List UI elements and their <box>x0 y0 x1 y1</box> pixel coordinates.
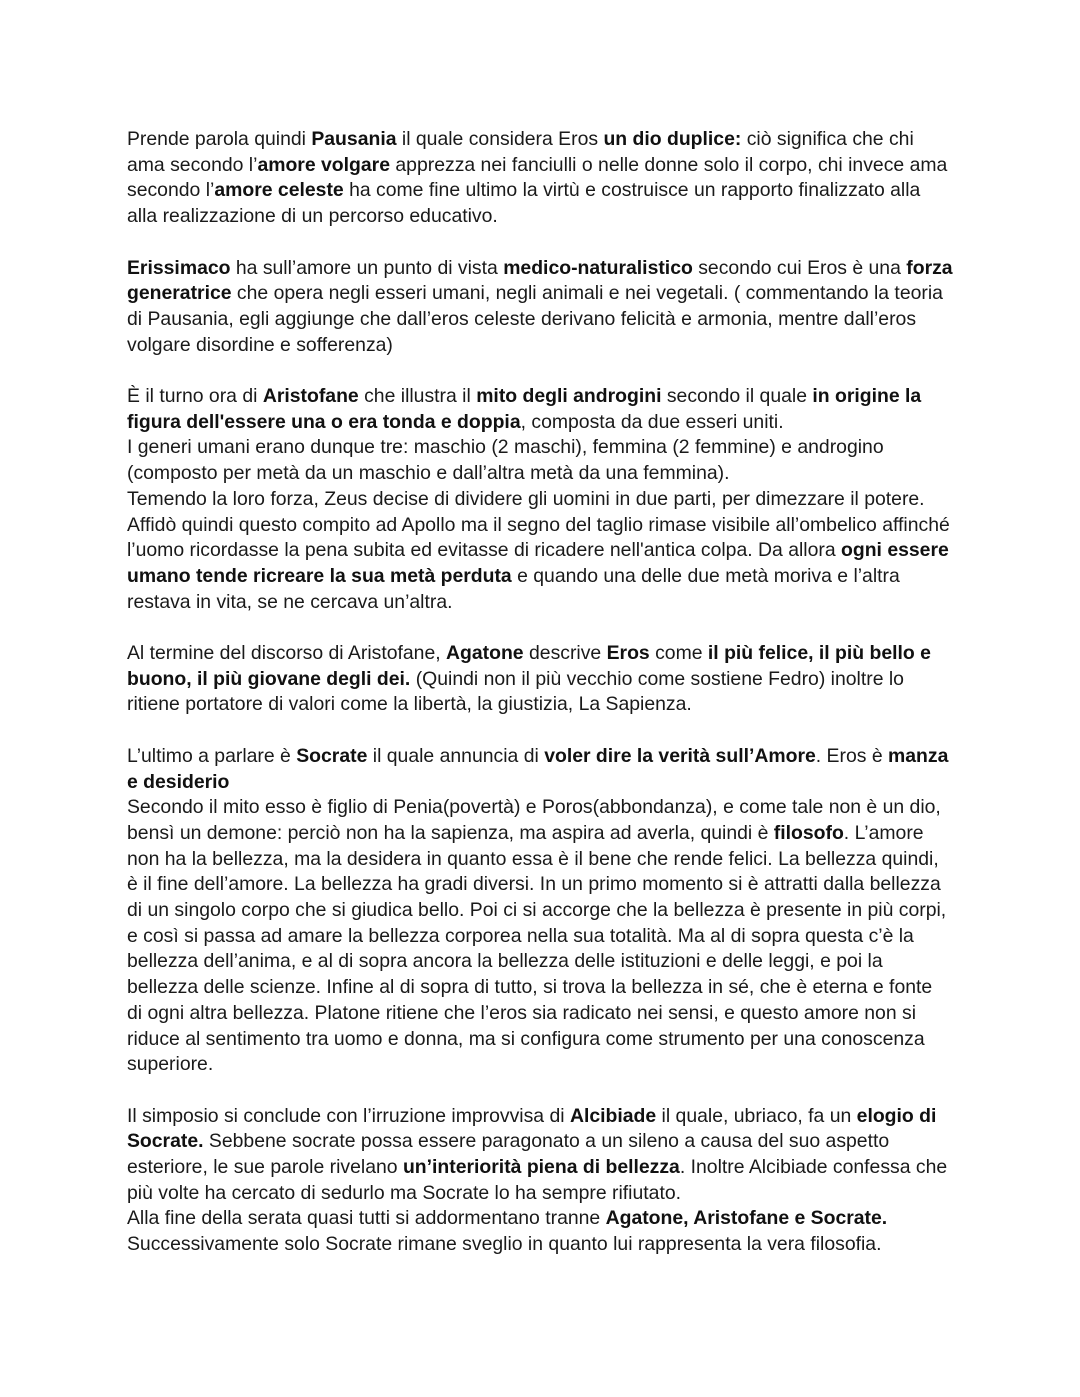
bold-text: figura dell'essere una o era tonda e doppia <box>127 410 521 433</box>
bold-text: Agatone <box>446 642 524 665</box>
text-span: , composta da due esseri uniti. <box>520 410 784 433</box>
text-span: . L’amore <box>843 821 924 844</box>
paragraph <box>127 1104 957 1258</box>
text-span: Alla fine della serata quasi tutti si addormentano tranne <box>127 1207 606 1230</box>
text-span: secondo il quale <box>661 385 813 407</box>
text-line <box>127 1232 957 1258</box>
text-line <box>127 898 957 924</box>
text-line <box>127 692 957 718</box>
bold-text: filosofo <box>773 821 844 844</box>
text-span: come <box>649 642 708 665</box>
text-span: l’uomo ricordasse la pena subita ed evitasse di ricadere nell'antica colpa. Da allora <box>127 539 842 562</box>
text-line <box>127 949 957 975</box>
text-span: restava in vita, se ne cercava un’altra. <box>127 590 453 613</box>
text-line <box>127 564 957 590</box>
text-line <box>127 153 957 179</box>
text-line <box>127 795 957 821</box>
bold-text: medico-naturalistico <box>503 256 693 279</box>
paragraph <box>127 256 957 359</box>
text-span: Successivamente solo Socrate rimane sveglio in quanto lui rappresenta la vera filosofia. <box>127 1233 882 1256</box>
text-line <box>127 384 957 410</box>
text-span: Secondo il mito esso è figlio di Penia(povertà) e Poros(abbondanza), e come tale non è un dio, <box>127 796 941 819</box>
text-span: secondo cui Eros è una <box>692 256 907 279</box>
bold-text: Pausania <box>311 128 397 150</box>
bold-text: umano tende ricreare la sua metà perduta <box>127 564 512 587</box>
bold-text: elogio di <box>856 1104 937 1127</box>
text-span: È il turno ora di <box>127 385 263 407</box>
text-span: di ogni altra bellezza. Platone ritiene che l’eros sia radicato nei sensi, e questo amore non si <box>127 1001 917 1024</box>
text-span: (composto per metà da un maschio e dall’altra metà da una femmina). <box>127 462 730 485</box>
document-page <box>127 127 957 1284</box>
text-span: e quando una delle due metà moriva e l’altra <box>511 564 900 587</box>
bold-text: Erissimaco <box>127 256 231 279</box>
text-span: (Quindi non il più vecchio come sostiene Fedro) inoltre lo <box>410 667 904 690</box>
text-line <box>127 641 957 667</box>
text-line <box>127 744 957 770</box>
paragraph <box>127 127 957 230</box>
text-span: . Eros è <box>815 744 888 767</box>
text-line <box>127 1052 957 1078</box>
text-line <box>127 256 957 282</box>
paragraph <box>127 641 957 718</box>
bold-text: un’interiorità piena di bellezza <box>402 1156 680 1179</box>
text-line <box>127 1129 957 1155</box>
text-line <box>127 667 957 693</box>
text-span: ritiene portatore di valori come la libertà, la giustizia, La Sapienza. <box>127 693 692 716</box>
text-span: secondo l’ <box>127 179 215 202</box>
text-span: I generi umani erano dunque tre: maschio (2 maschi), femmina (2 femmine) e androgino <box>127 436 884 459</box>
text-span: Temendo la loro forza, Zeus decise di dividere gli uomini in due parti, per dimezzare il potere. <box>127 487 925 510</box>
bold-text: e desiderio <box>127 770 230 793</box>
text-span: Al termine del discorso di Aristofane, <box>127 642 447 665</box>
text-line <box>127 1181 957 1207</box>
text-line <box>127 513 957 539</box>
text-span: descrive <box>523 642 607 665</box>
text-span: riduce al sentimento tra uomo e donna, ma si configura come strumento per una conoscenza <box>127 1027 925 1050</box>
text-line <box>127 307 957 333</box>
text-span: e così si passa ad amare la bellezza corporea nella sua totalità. Ma al di sopra questa c’è la <box>127 924 914 947</box>
text-line <box>127 1155 957 1181</box>
text-span: bellezza dell’anima, e al di sopra ancora la bellezza delle istituzioni e delle leggi, e poi la <box>127 950 883 973</box>
text-span: il quale, ubriaco, fa un <box>656 1104 857 1127</box>
text-span: apprezza nei fanciulli o nelle donne solo il corpo, chi invece ama <box>390 153 948 176</box>
text-span: volgare disordine e sofferenza) <box>127 333 393 356</box>
text-line <box>127 924 957 950</box>
text-span: Prende parola quindi <box>127 128 312 150</box>
text-span: bensì un demone: perciò non ha la sapienza, ma aspira ad averla, quindi è <box>127 821 774 844</box>
bold-text: voler dire la verità sull’Amore <box>544 744 816 767</box>
text-line <box>127 1104 957 1130</box>
text-line <box>127 410 957 436</box>
text-line <box>127 178 957 204</box>
text-span: ha sull’amore un punto di vista <box>230 256 504 279</box>
bold-text: Eros <box>606 642 650 665</box>
bold-text: amore volgare <box>257 153 391 176</box>
text-span: ama secondo l’ <box>127 153 258 176</box>
text-span: non ha la bellezza, ma la desidera in quanto essa è il bene che rende felici. La bellezza quindi, <box>127 847 939 870</box>
bold-text: Socrate <box>296 744 368 767</box>
bold-text: forza <box>906 256 953 279</box>
text-line <box>127 204 957 230</box>
text-line <box>127 435 957 461</box>
text-line <box>127 127 957 153</box>
text-span: ha come fine ultimo la virtù e costruisce un rapporto finalizzato alla <box>343 179 921 202</box>
paragraph <box>127 744 957 1078</box>
text-span: Affidò quindi questo compito ad Apollo ma il segno del taglio rimase visibile all’ombelico affinché <box>127 513 950 536</box>
text-line <box>127 975 957 1001</box>
bold-text: un dio duplice: <box>603 128 742 150</box>
text-span: è il fine dell’amore. La bellezza ha gradi diversi. In un primo momento si è attratti dalla bellezza <box>127 873 941 896</box>
bold-text: manza <box>888 744 949 767</box>
text-span: alla realizzazione di un percorso educativo. <box>127 205 498 228</box>
text-span: L’ultimo a parlare è <box>127 744 297 767</box>
bold-text: Alcibiade <box>569 1104 657 1127</box>
text-span: che opera negli esseri umani, negli animali e nei vegetali. ( commentando la teoria <box>231 282 943 305</box>
text-span: bellezza delle scienze. Infine al di sopra di tutto, si trova la bellezza in sé, che è eterna e fonte <box>127 976 933 999</box>
text-span: Sebbene socrate possa essere paragonato a un sileno a causa del suo aspetto <box>203 1130 890 1153</box>
text-line <box>127 847 957 873</box>
text-line <box>127 333 957 359</box>
text-span: di un singolo corpo che si giudica bello. Poi ci si accorge che la bellezza è presente in più corpi, <box>127 899 947 922</box>
text-line <box>127 461 957 487</box>
text-span: . Inoltre Alcibiade confessa che <box>679 1156 948 1179</box>
text-span: più volte ha cercato di sedurlo ma Socrate lo ha sempre rifiutato. <box>127 1181 681 1204</box>
text-line <box>127 1027 957 1053</box>
text-line <box>127 1206 957 1232</box>
text-line <box>127 538 957 564</box>
text-line <box>127 487 957 513</box>
text-span: esteriore, le sue parole rivelano <box>127 1156 403 1179</box>
text-span: ciò significa che chi <box>741 128 914 150</box>
bold-text: Socrate. <box>127 1130 204 1153</box>
text-line <box>127 770 957 796</box>
bold-text: ogni essere <box>841 539 949 562</box>
text-span: il quale annuncia di <box>367 744 545 767</box>
text-line <box>127 281 957 307</box>
text-span: che illustra il <box>358 385 477 407</box>
bold-text: mito degli androgini <box>476 385 662 407</box>
text-span: il quale considera Eros <box>396 128 604 150</box>
paragraph <box>127 384 957 615</box>
text-line <box>127 1001 957 1027</box>
bold-text: amore celeste <box>214 179 344 202</box>
bold-text: Aristofane <box>262 385 359 407</box>
text-line <box>127 821 957 847</box>
text-span: Il simposio si conclude con l’irruzione improvvisa di <box>127 1104 570 1127</box>
bold-text: in origine la <box>812 385 922 407</box>
bold-text: Agatone, Aristofane e Socrate. <box>605 1207 888 1230</box>
text-line <box>127 872 957 898</box>
bold-text: buono, il più giovane degli dei. <box>127 667 411 690</box>
text-span: superiore. <box>127 1053 214 1076</box>
text-line <box>127 590 957 616</box>
text-span: di Pausania, egli aggiunge che dall’eros celeste derivano felicità e armonia, mentre dall’eros <box>127 307 917 330</box>
bold-text: generatrice <box>127 282 232 305</box>
bold-text: il più felice, il più bello e <box>707 642 931 665</box>
